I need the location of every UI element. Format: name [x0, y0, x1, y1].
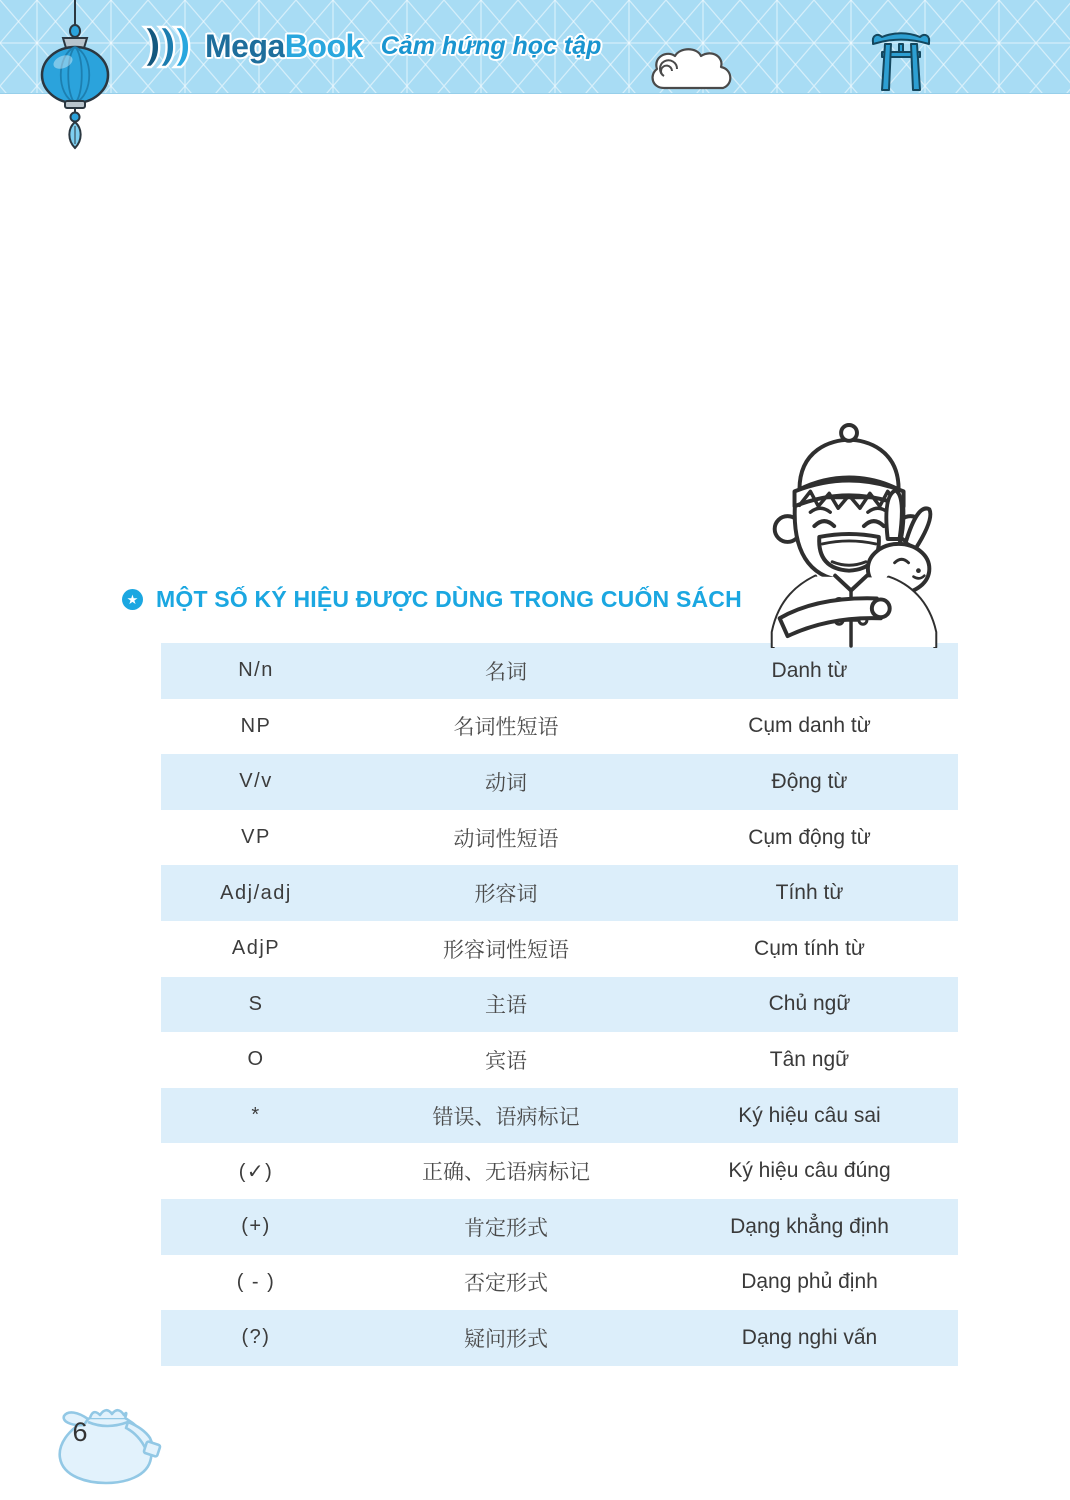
- table-cell-vietnamese: Cụm tính từ: [754, 936, 865, 960]
- table-cell-symbol: N/n: [238, 659, 274, 682]
- table-cell-chinese: 形容词性短语: [443, 937, 569, 962]
- section-title-row: [122, 586, 742, 613]
- table-row: [161, 1310, 958, 1366]
- symbols-table: [161, 643, 958, 1366]
- table-cell-vietnamese: Tân ngữ: [769, 1047, 850, 1071]
- table-row: [161, 699, 958, 755]
- table-row: [161, 1088, 958, 1144]
- table-row: [161, 810, 958, 866]
- table-cell-vietnamese: Dạng nghi vấn: [741, 1325, 878, 1349]
- table-cell-symbol: O: [247, 1048, 265, 1071]
- page-title: MỘT SỐ KÝ HIỆU ĐƯỢC DÙNG TRONG CUỐN SÁCH: [156, 586, 742, 612]
- table-cell-chinese: 否定形式: [464, 1271, 548, 1296]
- table-cell-symbol: (+): [241, 1215, 271, 1238]
- torii-gate-icon: [870, 27, 932, 95]
- cloud-icon: [646, 46, 738, 96]
- table-cell-symbol: NP: [240, 714, 272, 737]
- logo-book: Book: [284, 28, 363, 64]
- table-row: [161, 977, 958, 1033]
- star-badge-icon: ★: [122, 589, 143, 610]
- table-cell-chinese: 肯定形式: [464, 1215, 548, 1240]
- table-cell-symbol: ( - ): [236, 1270, 276, 1293]
- table-cell-vietnamese: Dạng khẳng định: [730, 1214, 889, 1238]
- lantern-icon: [36, 0, 114, 152]
- table-cell-symbol: (✓): [238, 1160, 274, 1183]
- logo-wordmark: [205, 28, 363, 65]
- table-cell-symbol: AdjP: [231, 937, 281, 960]
- table-cell-chinese: 宾语: [485, 1048, 527, 1073]
- page-number: 6: [72, 1417, 88, 1447]
- table-row: [161, 1032, 958, 1088]
- table-cell-vietnamese: Ký hiệu câu đúng: [728, 1159, 891, 1183]
- table-cell-vietnamese: Ký hiệu câu sai: [738, 1103, 881, 1127]
- table-row: [161, 921, 958, 977]
- table-cell-chinese: 疑问形式: [464, 1326, 548, 1351]
- table-cell-chinese: 正确、无语病标记: [422, 1160, 590, 1185]
- table-row: [161, 754, 958, 810]
- table-row: [161, 1143, 958, 1199]
- table-cell-symbol: S: [248, 992, 264, 1015]
- table-cell-vietnamese: Chủ ngữ: [768, 992, 851, 1016]
- table-cell-vietnamese: Danh từ: [771, 658, 848, 682]
- table-cell-symbol: *: [251, 1104, 261, 1127]
- table-cell-vietnamese: Động từ: [771, 769, 848, 793]
- logo-mega: Mega: [205, 28, 285, 64]
- table-row: [161, 1199, 958, 1255]
- table-cell-chinese: 形容词: [474, 882, 538, 907]
- table-cell-vietnamese: Cụm danh từ: [748, 714, 871, 738]
- logo: [141, 0, 601, 93]
- table-cell-chinese: 动词: [485, 770, 527, 795]
- table-cell-vietnamese: Cụm động từ: [748, 825, 871, 849]
- table-cell-chinese: 名词: [485, 659, 527, 684]
- boy-with-rabbit-illustration: [740, 420, 968, 648]
- megabook-chevrons-icon: [141, 24, 197, 70]
- table-cell-symbol: Adj/adj: [220, 881, 292, 904]
- table-cell-vietnamese: Dạng phủ định: [741, 1270, 878, 1294]
- table-cell-symbol: (?): [241, 1326, 271, 1349]
- table-cell-symbol: VP: [241, 826, 271, 849]
- table-cell-chinese: 动词性短语: [453, 826, 559, 851]
- table-cell-chinese: 主语: [485, 993, 527, 1018]
- logo-tagline: Cảm hứng học tập: [380, 32, 602, 60]
- table-cell-symbol: V/v: [239, 770, 273, 793]
- table-row: [161, 643, 958, 699]
- table-cell-chinese: 错误、语病标记: [432, 1104, 580, 1129]
- table-cell-chinese: 名词性短语: [453, 715, 559, 740]
- table-row: [161, 1255, 958, 1311]
- table-cell-vietnamese: Tính từ: [775, 881, 844, 905]
- table-row: [161, 865, 958, 921]
